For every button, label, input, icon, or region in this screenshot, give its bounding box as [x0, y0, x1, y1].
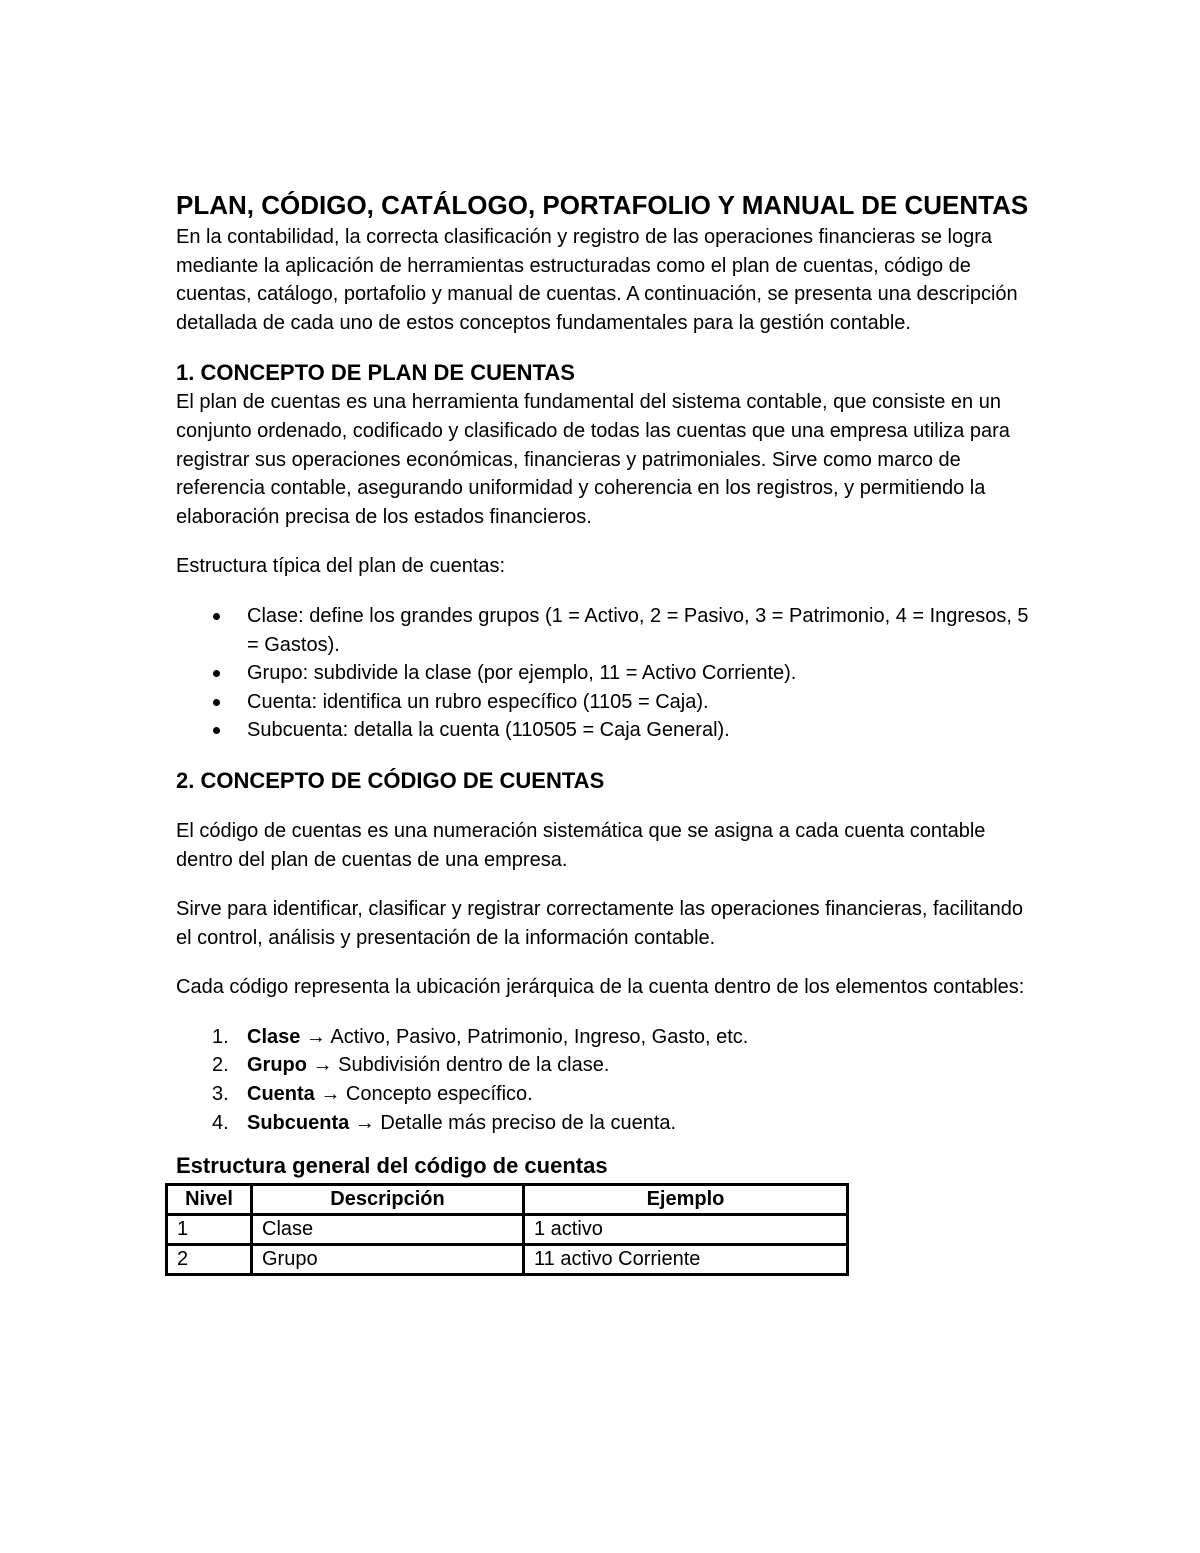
- bullet-icon: [213, 727, 220, 734]
- list-item: [176, 1023, 1036, 1052]
- structure-bullet-list: [176, 602, 1036, 745]
- table-title: Estructura general del código de cuentas: [176, 1153, 608, 1179]
- list-item: [176, 1109, 1036, 1138]
- section-2-paragraph-1: El código de cuentas es una numeración sistemática que se asigna a cada cuenta contable dentro del plan de cuentas de una empresa.: [176, 819, 986, 871]
- list-item: [176, 602, 1036, 659]
- item-number: 3.: [212, 1083, 229, 1106]
- bullet-icon: [213, 670, 220, 677]
- cell-ejemplo: 1 activo: [524, 1215, 848, 1245]
- document-page: [176, 188, 1036, 1276]
- item-description: → Subdivisión dentro de la clase.: [307, 1054, 610, 1077]
- header-nivel: Nivel: [167, 1185, 252, 1215]
- item-description: → Detalle más preciso de la cuenta.: [349, 1111, 677, 1134]
- code-structure-table: [165, 1183, 849, 1276]
- cell-descripcion: Clase: [252, 1215, 524, 1245]
- hierarchy-numbered-list: [176, 1023, 1036, 1137]
- bullet-text: Subcuenta: detalla la cuenta (110505 = Caja General).: [247, 719, 730, 742]
- item-number: 4.: [212, 1111, 229, 1134]
- item-term: Subcuenta: [247, 1111, 350, 1134]
- item-number: 1.: [212, 1025, 229, 1048]
- table-header-row: [167, 1185, 848, 1215]
- bullet-text: Grupo: subdivide la clase (por ejemplo, 11 = Activo Corriente).: [247, 662, 797, 685]
- cell-ejemplo: 11 activo Corriente: [524, 1245, 848, 1275]
- section-1-heading: 1. CONCEPTO DE PLAN DE CUENTAS: [176, 360, 575, 386]
- section-2-paragraph-2: Sirve para identificar, clasificar y registrar correctamente las operaciones financieras, facilitando el control, análisis y presentación de la información contable.: [176, 898, 1024, 949]
- cell-descripcion: Grupo: [252, 1245, 524, 1275]
- item-term: Grupo: [247, 1054, 307, 1077]
- cell-nivel: 2: [167, 1245, 252, 1275]
- list-item: [176, 688, 1036, 717]
- intro-paragraph: En la contabilidad, la correcta clasificación y registro de las operaciones financieras se logra mediante la aplicación de herramientas estructuradas como el plan de cuentas, código de cuentas, catálogo, portafolio y manual de cuentas. A continuación, se presenta una descripción detallada de cada uno de estos conceptos fundamentales para la gestión contable.: [176, 226, 1018, 334]
- cell-nivel: 1: [167, 1215, 252, 1245]
- section-2-heading: 2. CONCEPTO DE CÓDIGO DE CUENTAS: [176, 767, 605, 793]
- item-number: 2.: [212, 1054, 229, 1077]
- bullet-text: Cuenta: identifica un rubro específico (1105 = Caja).: [247, 690, 709, 713]
- structure-intro: Estructura típica del plan de cuentas:: [176, 555, 506, 578]
- header-descripcion: Descripción: [252, 1185, 524, 1215]
- table-row: [167, 1245, 848, 1275]
- bullet-icon: [213, 699, 220, 706]
- header-ejemplo: Ejemplo: [524, 1185, 848, 1215]
- section-2-paragraph-3: Cada código representa la ubicación jerárquica de la cuenta dentro de los elementos contables:: [176, 976, 1025, 999]
- table-row: [167, 1215, 848, 1245]
- item-term: Cuenta: [247, 1083, 315, 1106]
- document-title: PLAN, CÓDIGO, CATÁLOGO, PORTAFOLIO Y MANUAL DE CUENTAS: [176, 190, 1029, 220]
- list-item: [176, 659, 1036, 688]
- item-description: → Concepto específico.: [314, 1083, 533, 1106]
- list-item: [176, 1051, 1036, 1080]
- section-1-paragraph: El plan de cuentas es una herramienta fundamental del sistema contable, que consiste en un conjunto ordenado, codificado y clasificado de todas las cuentas que una empresa utiliza para registrar sus operaciones económicas, financieras y patrimoniales. Sirve como marco de referencia contable, asegurando uniformidad y coherencia en los registros, y permitiendo la elaboración precisa de los estados financieros.: [176, 391, 1010, 528]
- item-term: Clase: [247, 1025, 301, 1048]
- item-description: → Activo, Pasivo, Patrimonio, Ingreso, Gasto, etc.: [300, 1025, 749, 1048]
- bullet-text: Clase: define los grandes grupos (1 = Activo, 2 = Pasivo, 3 = Patrimonio, 4 = Ingresos, 5 = Gastos).: [247, 604, 1029, 656]
- list-item: [176, 1080, 1036, 1109]
- bullet-icon: [213, 613, 220, 620]
- list-item: [176, 716, 1036, 745]
